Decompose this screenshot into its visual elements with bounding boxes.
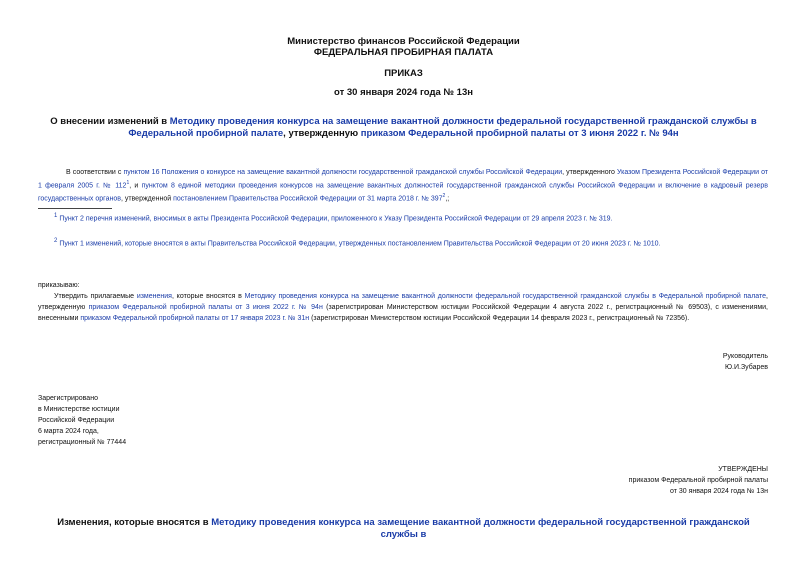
order-text: (зарегистрирован Министерством юстиции Российской Федерации 14 февраля 2023 г., регистрационный № 72356). [309,315,690,322]
preamble-link-resolution-397[interactable]: постановлением Правительства Российской Федерации от 31 марта 2018 г. № 397 [173,195,443,203]
signature-position: Руководитель [722,353,768,360]
footnote-2-mark: 2 [54,238,58,244]
preamble-text: , утвержденного [562,169,617,176]
approved-block [629,464,768,497]
signature-name: Ю.И.Зубарев [724,364,768,371]
registration-line-3: Российской Федерации [38,417,115,424]
order-text: Утвердить прилагаемые [54,293,137,300]
registration-line-1: Зарегистрировано [38,395,98,402]
order-link-methodology[interactable]: Методику проведения конкурса на замещение вакантной должности федеральной государственной гражданской службы в Федеральной пробирной палате [244,293,767,300]
footnote-separator [38,208,112,209]
order-text: , которые вносятся в [171,293,245,300]
preamble-text: , и [129,182,142,190]
order-text: , утвержденную [38,293,768,311]
order-link-order-94n[interactable]: приказом Федеральной пробирной палаты от 3 июня 2022 г. № 94н [88,304,323,311]
footnote-2 [54,236,774,249]
order-paragraph [38,291,768,324]
doc-type: ПРИКАЗ [384,68,423,79]
chamber-name: ФЕДЕРАЛЬНАЯ ПРОБИРНАЯ ПАЛАТА [313,47,494,58]
order-link-changes[interactable]: изменения [136,293,172,300]
preamble-text: , утвержденной [120,195,174,203]
order-text: (зарегистрирован Министерством юстиции Российской Федерации 4 августа 2022 г., регистрационный № 69503), с изменениями, внесенными [38,304,768,322]
footnote-2-text[interactable]: Пункт 1 изменений, которые вносятся в акты Правительства Российской Федерации, утвержденных постановлением Правительства Российской Федерации от 20 июня 2023 г. № 1010. [59,240,661,248]
registration-line-2: в Министерстве юстиции [38,406,120,413]
title-link-order-94n[interactable]: приказом Федеральной пробирной палаты от 3 июня 2022 г. № 94н [360,128,679,139]
preamble-text: В соответствии с [66,169,124,176]
doc-date-number: от 30 января 2024 года № 13н [334,87,473,98]
preamble-link-decree-112[interactable]: Указом Президента Российской Федерации от 1 февраля 2005 г. № 112 [38,169,769,190]
changes-title [40,517,767,541]
preamble-text: ; [447,195,450,203]
approved-line-3: от 30 января 2024 года № 13н [669,488,768,495]
order-title [40,116,767,140]
approved-line-1: УТВЕРЖДЕНЫ [718,466,768,473]
preamble-text: , [445,195,448,203]
approved-line-2: приказом Федеральной пробирной палаты [628,477,768,484]
order-link-order-31n[interactable]: приказом Федеральной пробирной палаты от 17 января 2023 г. № 31н [80,315,310,322]
footnote-1-mark: 1 [54,213,58,219]
changes-title-text: Изменения, которые вносятся в [57,517,212,528]
registration-line-4: 6 марта 2024 года, [38,428,99,435]
registration-line-5: регистрационный № 77444 [38,439,127,446]
footnote-ref-1[interactable]: 1 [126,180,130,186]
title-text-1: О внесении изменений в [50,116,170,127]
changes-title-link[interactable]: Методику проведения конкурса на замещение вакантной должности федеральной государственной гражданской службы в [211,517,750,540]
preamble-link-regulation[interactable]: пунктом 16 Положения о конкурсе на замещение вакантной должности государственной гражданской службы Российской Федерации [123,169,563,176]
ministry-name: Министерство финансов Российской Федерации [287,36,520,47]
title-text-2: , утвержденную [283,128,361,139]
title-link-methodology[interactable]: Методику проведения конкурса на замещение вакантной должности федеральной государственной гражданской службы в Федеральной пробирной палате [128,116,757,139]
preamble-link-methodology-p8[interactable]: пунктом 8 единой методики проведения конкурсов на замещение вакантных должностей государственной гражданской службы Российской Федерации и включение в кадровый резерв государственных органов [38,182,768,203]
footnote-1-text[interactable]: Пункт 2 перечня изменений, вносимых в акты Президента Российской Федерации, приложенного к Указу Президента Российской Федерации от 29 апреля 2023 г. № 319. [59,215,613,223]
prikazyvayu-label: приказываю: [38,282,80,289]
footnote-1 [54,211,774,224]
registration-block [38,393,126,448]
preamble-paragraph [38,167,768,205]
footnote-ref-2[interactable]: 2 [442,193,446,200]
